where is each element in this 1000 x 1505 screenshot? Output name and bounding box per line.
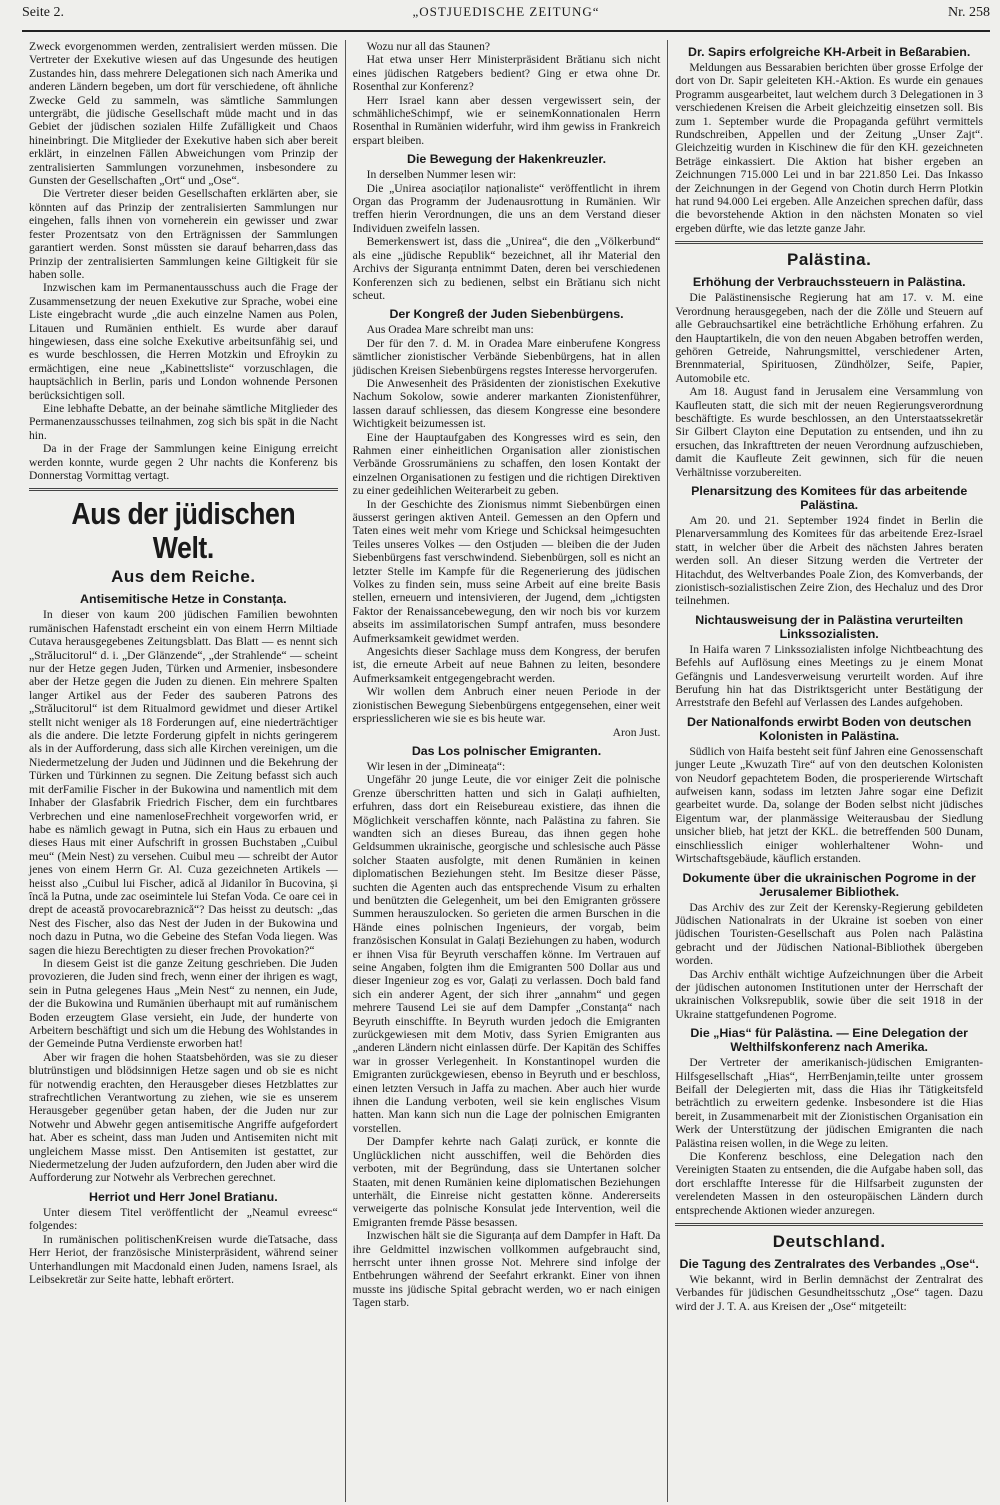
paragraph: Zweck evorgenommen werden, zentralisiert werden müssen. Die Vertreter der Exekutive wiesen auf das Ungesunde des heutigen Zustandes hin, dass mehrere Delegationen sich nach Amerika und anderen Ländern begeben, um dort für verschiedene, oft ähnliche Zwecke Geld zu sammeln, was sämtliche Sammlungen untergräbt, die jüdische Gesellschaft müde macht und in das Gebiet der jüdischen sozialen Hilfe Zufälligkeit und Chaos hineinbringt. Die Mitglieder der Exekutive haben sich aber bereit erklärt, in einzelnen Fällen Abweichungen vom Prinzip der zentralisierten Sammlungen vorzunehmen, insbesondere zu Gunsten der Gesellschaften „Ort“ und „Ose“. — [29, 40, 338, 188]
paragraph: Bemerkenswert ist, dass die „Unirea“, die den „Völkerbund“ als eine „jüdische Republik“ bezeichnet, all ihr Material den Archivs der Siguranța entnimmt Daten, deren bei verschiedenen Konferenzen sich zu bedienen, selbst ein Brătianu sich nicht scheut. — [352, 235, 661, 302]
divider — [29, 488, 338, 491]
paragraph: In Haifa waren 7 Linkssozialisten infolge Nichtbeachtung des Befehls auf Auflösung eines Meetings zu je einem Monat Gefängnis und Landesverweisung verurteilt worden. Auf ihre Berufung hin hat das Distriktsgericht unter Bestätigung der Arreststrafe den Befehl auf Verlassen des Landes aufgehoben. — [675, 642, 984, 710]
paragraph: Wir wollen dem Anbruch einer neuen Periode in der zionistischen Bewegung Siebenbürgens entgegensehen, einer weit erspriesslicheren wie sie es bis heute war. — [352, 685, 661, 726]
paragraph: In der Geschichte des Zionismus nimmt Siebenbürgen einen äusserst geringen aktiven Anteil. Gemessen an den Opfern und Taten eines weit mehr vom Kriege und Schicksal heimgesuchten Teiles unseres Volkes — den Ostjuden — bleiben die der Juden Siebenbürgens fast verschwindend. Siebenbürgen, soll es nicht an letzter Stelle im Kampfe für die Regenerierung des jüdischen Volkes zu finden sein, muss seine Arbeit auf eine breite Basis stellen, erneuern und intensivieren, der Jugend, dem „ichtigsten Faktor der Renaissancebewegung, den wir noch bis vor kurzem abseits im assimilatorischen Sumpf antrafen, muss besondere Aufmerksamkeit gewidmet werden. — [352, 497, 661, 645]
paragraph: In rumänischen politischenKreisen wurde dieTatsache, dass Herr Heriot, der französische Ministerpräsident, während seiner Unterhandlungen mit Macdonald einen Juden, namens Israel, als Leibsekretär zur Seite hatte, lebhaft erörtert. — [29, 1232, 338, 1286]
column-right — [667, 40, 990, 1502]
section-heading-main: Aus der jüdischen Welt. — [71, 496, 296, 566]
divider — [675, 241, 983, 244]
paragraph: Wozu nur all das Staunen? — [366, 40, 491, 53]
paragraph: Eine lebhafte Debatte, an der beinahe sämtliche Mitglieder des Permanenzausschusses teilnahmen, zog sich bis spät in die Nacht hin. — [29, 401, 338, 442]
paragraph: Der Dampfer kehrte nach Galați zurück, er konnte die Unglücklichen nicht ausschiffen, weil die Behörden dies verboten, mit der Begründung, dass sie Untertanen solcher Staaten, mit denen Rumänien keine diplomatischen Beziehungen unterhält, die Einreise nicht gestatten könne. Andererseits verweigerte das polnische Konsulat jede Intervention, weil die Emigranten fremde Pässe besassen. — [352, 1135, 661, 1229]
paragraph: Ungefähr 20 junge Leute, die vor einiger Zeit die polnische Grenze überschritten hatten und sich in Galați aufhielten, erfuhren, dass dort ein Reisebureau existiere, das ihnen die Möglichkeit verschaffen könnte, nach Palästina zu fahren. Sie wandten sich an dieses Bureau, das ihnen gegen hohe Geldsummen ukrainische, georgische und schlesische auch Pässe solcher Staaten ausfolgte, mit denen Rumänien in keinen diplomatischen Beziehungen steht. Im Besitze dieser Pässe, suchten die Agenten auch das entsprechende Visum zu erhalten und benützten die Gelegenheit, um bei den Emigranten grössere Summen herauszulocken. So gerieten die armen Burschen in die Hände eines polnischen Ingenieurs, der vorgab, beim französischen Konsulat in Galați Beziehungen zu haben, wodurch er ihnen Visa für Beyruth verschaffen könne. Im Vertrauen auf seine Angaben, folgten ihm die Emigranten 500 Dollar aus und dieser Ingenieur zog es vor, Galați zu verlassen. Doch bald fand sich ein anderer Agent, der sich ihrer „annahm“ und gegen mehrere Tausend Lei sie auf dem Dampfer „Constanța“ nach Beyruth einschiffte. In Beyruth wurden jedoch die Emigranten zurückgewiesen mit dem Motiv, dass Syrien Emigranten aus „anderen Ländern nicht einlassen dürfe. Der Kapitän des Schiffes war in grosser Verlegenheit. In Konstantinopel wurden die Emigranten zurückgewiesen, ebenso in Beyruth und er beschloss, einen letzten Versuch in Jaffa zu machen. Aber auch hier wurde ihnen die Landung verboten, weil sie kein englisches Visum hatten. Man kann sich nun die Lage der polnischen Emigranten vorstellen. — [352, 773, 661, 1135]
newspaper-title: „OSTJUEDISCHE ZEITUNG“ — [412, 4, 600, 19]
paragraph: Angesichts dieser Sachlage muss dem Kongress, der berufen ist, die erneute Arbeit auf neue Bahnen zu leiten, besondere Aufmerksamkeit entgegengebracht werden. — [352, 645, 661, 685]
article-title: Die Tagung des Zentralrates des Verbandes „Ose“. — [679, 1257, 979, 1272]
paragraph: In dieser von kaum 200 jüdischen Familien bewohnten rumänischen Hafenstadt erscheint ein von einem Herrn Miltiade Cutava herausgegebenes Zeitungsblatt. Das Blatt — es nennt sich „Strălucitorul“ d. i. „Der Glänzende“, „der Strahlende“ — scheint nur der Hetze gegen Juden, Türken und Armenier, insbesondere aber der Hetze gegen die Juden zu dienen. Ein mehrere Spalten langer Artikel aus der Feder des sauberen Patrons des „Strălucitorul“ ist dem Ritualmord gewidmet und dieser Artikel stellt nicht weniger als 18 Forderungen auf, eine niederträchtiger als die andere. Die letzte Forderung gipfelt in nichts geringerem als in der Aufforderung, dass sich alle Kirchen vereinigen, um die Niedermetzelung der Juden und Jüdinnen und die Bekehrung der Türken und Türkinnen zu segnen. Die Zeitung befasst sich auch mit derFamilie Fischer in der Bukowina und namentlich mit dem Inhaber der Glasfabrik Friedrich Fischer, dem ein furchtbares Verbrechen und eine namenloseFrechheit vorgeworfen wrid, er habe es nämlich gewagt in Putna, sich ein Haus zu erbauen und dieses Haus mit einer Aufschrift in grossen Buchstaben „Cuibul meu“ (Mein Nest) zu versehen. Cuibul meu — schreibt der Autor jenes von einem Herrn Gr. Al. Cuza gezeichneten Artikels — heisst also „Cuibul lui Fischer, adică al Jidanilor în Bucovina, și încă la Putna, unde zac oseimintele lui Stefan Voda. Ce oare cei in drept de aceastǎ provocarebraznică“? Das heisst zu deutsch: „das Nest des Fischer, also das Nest der Juden in der Bukowina und noch dazu in Putna, wo die Gebeine des Stefan Voda liegen. Was sagen die hiezu Berechtigten zu dieser frechen Provokation?“ — [29, 608, 338, 957]
paragraph: Unter diesem Titel veröffentlicht der „Neamul evreesc“ folgendes: — [29, 1205, 338, 1233]
article-title: Der Nationalfonds erwirbt Boden von deutschen Kolonisten in Palästina. — [687, 714, 972, 743]
paragraph: Meldungen aus Bessarabien berichten über grosse Erfolge der dort von Dr. Sapir geleiteten KH.-Aktion. Es wurde ein genaues Programm ausgearbeitet, laut welchem durch 3 Delegationen in 3 verschiedenen Kreisen die Arbeit gleichzeitig einsetzen soll. Bis zum 1. September wurde die Propaganda geführt vermittels Rundschreiben, Appellen und der Zeitung „Unser Zajt“. Gleichzeitig wurden in Kischinew die für den KH. gezeichneten Beträge einkassiert. Die Aktion hat bisher ergeben an Zeichnungen 715.000 Lei und in bar 221.850 Lei. Das Inkasso der Zeichnungen in der Gegend von Chotin durch Herrn Plotkin hat rund 94.000 Lei ergeben. Alle Anzeichen sprechen dafür, dass die bevorstehende Aktion in den nächsten Monaten so viel ergeben dürfte, wie das letzte ganze Jahr. — [675, 61, 984, 235]
columns — [22, 40, 990, 1502]
paragraph: Wir lesen in der „Dimineața“: — [366, 759, 506, 773]
article-title: Die „Hias“ für Palästina. — Eine Delegation der Welthilfskonferenz nach Amerika. — [690, 1026, 968, 1055]
article-signature: Aron Just. — [612, 725, 661, 739]
paragraph: Da in der Frage der Sammlungen keine Einigung erreicht werden konnte, wurde gegen 2 Uhr nachts die Konferenz bis Donnerstag Vormittag vertagt. — [29, 442, 338, 482]
column-middle — [345, 40, 668, 1502]
section-heading: Palästina. — [786, 250, 872, 270]
paragraph: Der Vertreter der amerikanisch-jüdischen Emigranten-Hilfsgesellschaft „Hias“, HerrBenjamin,teilte unter grossem Beifall der Delegierten mit, dass die Hias ihr Tätigkeitsfeld beträchtlich zu erweitern gedenke. Insbesondere ist die Hias bereit, in Zusammenarbeit mit der Zionistischen Organisation ein Werk der Unterstützung der jüdischen Emigranten die nach Palästina reisen wollen, in die Wege zu leiten. — [675, 1056, 984, 1150]
article-title: Der Kongreß der Juden Siebenbürgens. — [389, 307, 624, 322]
paragraph: Aber wir fragen die hohen Staatsbehörden, was sie zu dieser blutrünstigen und blödsinnigen Hetze sagen und ob sie es nicht für notwendig erachten, den Herausgeber dieses Hetzblattes zur strafrechtlichen Verantwortung zu ziehen, wie sie es unserem Herausgeber gegenüber getan haben, der die Juden nur zur Notwehr und Abwehr gegen antisemitische Angriffe aufgefordert hat. Aber es scheint, dass man Juden und Antisemiten nicht mit ungleichem Masse misst. Den Antisemiten ist gestattet, zur Niedermetzelung der Juden aufzufordern, den Juden aber wird die Aufforderung zur Notwehr als Verbrechen gerechnet. — [29, 1050, 338, 1185]
paragraph: Am 18. August fand in Jerusalem eine Versammlung von Kaufleuten statt, die sich mit der neuen Regierungsverordnung beschäftigte. Es wurde beschlossen, an den Unterstaatssekretär Sir Gilbert Clayton eine Deputation zu entsenden, und ihn zu ersuchen, das Inkrafttreten der neuen Verordnung aufzuschieben, damit die Kaufleute Zeit gewinnen, sich für die neuen Verhältnisse vorzubereiten. — [675, 385, 984, 479]
paragraph: In diesem Geist ist die ganze Zeitung geschrieben. Die Juden provozieren, die Juden sind frech, wenn einer der ihrigen es wagt, sein in Putna gelegenes Haus „Mein Nest“ zu nennen, ein Jude, der die Bukowina und Rumänien überhaupt mit auf rumänischem Boden erzeugtem Glase versieht, ein Jude, der hunderte von Arbeitern beschäftigt und sich um die Hebung des Wohlstandes in der Gemeinde Putna Verdienste erworben hat! — [29, 956, 338, 1051]
paragraph: Inzwischen hält sie die Siguranța auf dem Dampfer in Haft. Da ihre Geldmittel inzwischen vollkommen aufgebraucht sind, herrscht unter ihnen grosse Not. Mehrere sind infolge der Entbehrungen während der Seefahrt erkrankt. Einer von ihnen musste ins jüdische Spital gebracht werden, wo er nach einigen Tagen starb. — [352, 1229, 661, 1310]
paragraph: Inzwischen kam im Permanentausschuss auch die Frage der Zusammensetzung der neuen Exekutive zur Sprache, wobei eine Liste eingebracht wurde „die auch einzelne Namen aus Polen, Litauen und Rumänien enthielt. Es wurde aber darauf hingewiesen, dass eine solche Exekutive arbeitsunfähig sei, und es wurde beschlossen, die Herren Motzkin und Efroykin zu ermächtigen, eine neue „Kabinettsliste“ vorzuschlagen, die hauptsächlich in Berlin, paris und London wohnende Personen berücksichtigen soll. — [29, 281, 338, 402]
section-heading: Aus dem Reiche. — [111, 567, 256, 587]
paragraph: Südlich von Haifa besteht seit fünf Jahren eine Genossenschaft junger Leute „Kwuzath Tire“ auf von den deutschen Kolonisten von Neudorf gepachtetem Boden, die prosperierende Wirtschaft aufweisen kann, sodass im letzten Jahre sogar eine Defizit gearbeitet wurde. Da, solange der Boden selbst nicht jüdisches Eigentum war, der planmässige Weiterausbau der Siedlung unsicher blieb, hat jetzt der KKL. die betreffenden 500 Dunam, einschliesslich einiger wohlerhaltener Wohn- und Wirtschaftsgebäude, käuflich erstanden. — [675, 744, 984, 866]
paragraph: Der für den 7. d. M. in Oradea Mare einberufene Kongress sämtlicher zionistischer Verbände Siebenbürgens, hat in allen jüdischen Kreisen Siebenbürgens regstes Interesse hervorgerufen. — [352, 336, 661, 377]
article-title: Herriot und Herr Jonel Bratianu. — [89, 1189, 278, 1204]
article-title: Dr. Sapirs erfolgreiche KH-Arbeit in Beßarabien. — [688, 45, 971, 59]
paragraph: Herr Israel kann aber dessen vergewissert sein, der schmählicheSchimpf, wie er seinemKonnationalen Herrn Rosenthal in Rumänien widerfuhr, wird ihm gewiss in Frankreich erspart bleiben. — [352, 93, 661, 147]
paragraph: Die „Unirea asociaților naționaliste“ veröffentlicht in ihrem Organ das Programm der Judenausrottung in Rumänien. Wir treffen hierin Verordnungen, die uns an dem Verstand dieser Individuen zweifeln lassen. — [352, 181, 661, 235]
paragraph: Die Anwesenheit des Präsidenten der zionistischen Exekutive Nachum Sokolow, sowie anderer markanten Zionistenführer, lassen darauf schliessen, das diesem Kongresse eine besondere Wichtigkeit beizumessen ist. — [352, 376, 661, 431]
paragraph: Die Vertreter dieser beiden Gesellschaften erklärten aber, sie könnten auf das Prinzip der zentralisierten Sammlungen nur eingehen, falls ihnen von vorneherein ein gewisser und zwar fester Prozentsatz von den Erträgnissen der Sammlungen garantiert werden. Sonst müssten sie darauf beharren,dass das Prinzip der zentralisierten Sammlungen keine Giltigkeit für sie haben solle. — [29, 187, 338, 281]
column-left — [22, 40, 345, 1502]
paragraph: Am 20. und 21. September 1924 findet in Berlin die Plenarversammlung des Komitees für das arbeitende Erez-Israel statt, in welcher über die Arbeit des nächsten Jahres beraten werden soll. An dieser Sitzung werden die Vertreter der Hitachdut, des Weltverbandes Poale Zion, des Komverbands, der zionistisch-sozialistischen Zeire Zion, des Hechaluz und des Dror teilnehmen. — [675, 513, 984, 608]
article-title: Antisemitische Hetze in Constanța. — [80, 592, 287, 607]
section-heading: Deutschland. — [772, 1232, 886, 1252]
issue-number: Nr. 258 — [947, 5, 990, 20]
page-header — [22, 4, 990, 32]
article-title: Nichtausweisung der in Palästina verurteilten Linkssozialisten. — [695, 612, 964, 641]
article-title: Das Los polnischer Emigranten. — [411, 743, 602, 758]
paragraph: In derselben Nummer lesen wir: — [366, 168, 517, 182]
paragraph: Die Palästinensische Regierung hat am 17. v. M. eine Verordnung herausgegeben, nach der die Zölle und Steuern auf alle Gebrauchsartikel eine beträchtliche Erhöhung erfahren. Zu den Hauptartikeln, die von den neuen Abgaben betroffen werden, gehören Getreide, Nahrungsmittel, verschiedener Arten, Brennmaterial, Spirituosen, Zündhölzer, Seife, Papier, Automobile etc. — [675, 291, 984, 385]
page-number: Seite 2. — [22, 5, 64, 20]
paragraph: Eine der Hauptaufgaben des Kongresses wird es sein, den Rahmen einer einheitlichen Organisation aller zionistischen Verbände Grossrumäniens zu schaffen, den losen Kontakt der einzelnen Organisationen zu festigen und die richtigen Direktiven zu einer gedeihlichen Weiterarbeit zu geben. — [352, 430, 661, 498]
divider — [675, 1223, 983, 1226]
paragraph: Das Archiv des zur Zeit der Kerensky-Regierung gebildeten Jüdischen Nationalrats in der Ukraine ist soeben von einer jüdischen Touristen-Gesellschaft aus Polen nach Palästina gebracht und der Jüdischen National-Bibliothek übergeben worden. — [675, 900, 984, 968]
article-title: Dokumente über die ukrainischen Pogrome in der Jerusalemer Bibliothek. — [682, 870, 976, 899]
paragraph: Wie bekannt, wird in Berlin demnächst der Zentralrat des Verbandes für jüdischen Gesundheitsschutz „Ose“ tagen. Dazu wird der J. T. A. aus Kreisen der „Ose“ mitgeteilt: — [675, 1273, 984, 1313]
article-title: Die Bewegung der Hakenkreuzler. — [407, 152, 607, 167]
article-title: Erhöhung der Verbrauchssteuern in Palästina. — [692, 275, 966, 290]
paragraph: Das Archiv enthält wichtige Aufzeichnungen über die Arbeit der jüdischen autonomen Institutionen unter der Herrschaft der ukrainischen Volksrepublik, sowie über die seit 1918 in der Ukraine stattgefundenen Pogrome. — [675, 967, 984, 1021]
paragraph: Aus Oradea Mare schreibt man uns: — [366, 323, 534, 337]
article-title: Plenarsitzung des Komitees für das arbeitende Palästina. — [691, 483, 968, 512]
paragraph: Die Konferenz beschloss, eine Delegation nach den Vereinigten Staaten zu entsenden, die die Aufgabe haben soll, das dort erschlaffte Interesse für die Hilfsarbeit zugunsten der verelendeten Massen in den osteuropäischen Ländern durch entsprechende Aktionen wieder anzuregen. — [675, 1150, 984, 1217]
paragraph: Hat etwa unser Herr Ministerpräsident Brătianu sich nicht eines jüdischen Ratgebers bedient? Ging er etwa ohne Dr. Rosenthal zur Konferenz? — [352, 53, 661, 94]
